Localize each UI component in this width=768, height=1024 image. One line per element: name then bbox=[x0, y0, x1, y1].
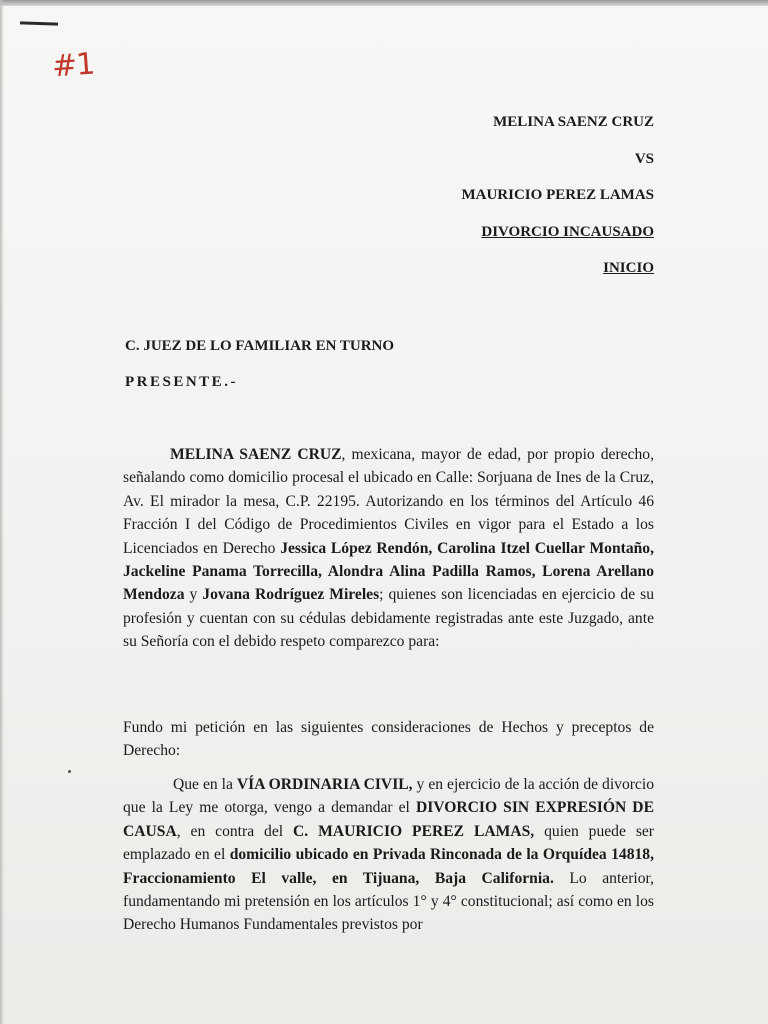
ink-speck bbox=[68, 770, 71, 773]
plaintiff-name-inline: MELINA SAENZ CRUZ bbox=[170, 446, 342, 463]
page-left-edge bbox=[0, 0, 4, 1024]
intro-text-1: , mexicana, mayor de edad, por propio derecho, señalando como domicilio procesal el ubicado en Calle: Sorjuana de Ines de la Cruz, Av. El mirador la mesa, C.P. 22195. Autorizando en los términos del Artículo 46 Fracción I del Código de Procedimientos Civiles en vigor para el Estado a los Licenciados en Derecho bbox=[123, 446, 655, 557]
via-ordinaria: VÍA ORDINARIA CIVIL, bbox=[236, 776, 413, 793]
defendant-name: MAURICIO PEREZ LAMAS bbox=[461, 187, 654, 203]
handwritten-page-number: #1 bbox=[50, 46, 96, 85]
demand-text-1: Que en la bbox=[173, 776, 237, 793]
authorized-lawyer-last: Jovana Rodríguez Mireles bbox=[202, 586, 380, 604]
demand-text-2: y en ejercicio de la acción de divorcio que la Ley me otorga, vengo a demandar el bbox=[123, 776, 654, 817]
paragraph-demanda bbox=[123, 773, 654, 937]
case-type: DIVORCIO INCAUSADO bbox=[481, 223, 654, 240]
authorized-lawyers: Jessica López Rendón, Carolina Itzel Cuellar Montaño, Jackeline Panama Torrecilla, Alondra Alina Padilla Ramos, Lorena Arellano Mendoza bbox=[123, 539, 654, 604]
presente-line: PRESENTE.- bbox=[125, 374, 238, 390]
demand-text-4: quien puede ser emplazado en el bbox=[123, 822, 654, 864]
addressee-line: C. JUEZ DE LO FAMILIAR EN TURNO bbox=[125, 338, 395, 354]
defendant-address: domicilio ubicado en Privada Rinconada de la Orquídea 14818, Fraccionamiento El valle, en Tijuana, Baja California. bbox=[123, 846, 654, 887]
paragraph-introduction bbox=[123, 443, 654, 654]
paragraph-fundamentos: Fundo mi petición en las siguientes consideraciones de Hechos y preceptos de Derecho: bbox=[123, 719, 654, 760]
versus-label: VS bbox=[634, 150, 654, 167]
pen-mark bbox=[20, 21, 58, 25]
demand-text-3: , en contra del bbox=[176, 822, 294, 840]
case-stage: INICIO bbox=[603, 260, 654, 276]
intro-text-2: y bbox=[184, 586, 203, 604]
plaintiff-name: MELINA SAENZ CRUZ bbox=[493, 114, 654, 130]
intro-text-3: ; quienes son licenciadas en ejercicio de su profesión y cuentan con su cédulas debidamente registradas ante este Juzgado, ante su Señoría con el debido respeto comparezco para: bbox=[123, 586, 654, 651]
demand-text-5: Lo anterior, fundamentando mi pretensión en los artículos 1° y 4° constitucional; así como en los Derecho Humanos Fundamentales previstos por bbox=[123, 869, 654, 934]
case-header bbox=[461, 104, 654, 287]
page-top-edge bbox=[0, 0, 768, 6]
defendant-inline: C. MAURICIO PEREZ LAMAS, bbox=[293, 822, 535, 840]
divorcio-sin-causa: DIVORCIO SIN EXPRESIÓN DE CAUSA bbox=[123, 799, 654, 840]
